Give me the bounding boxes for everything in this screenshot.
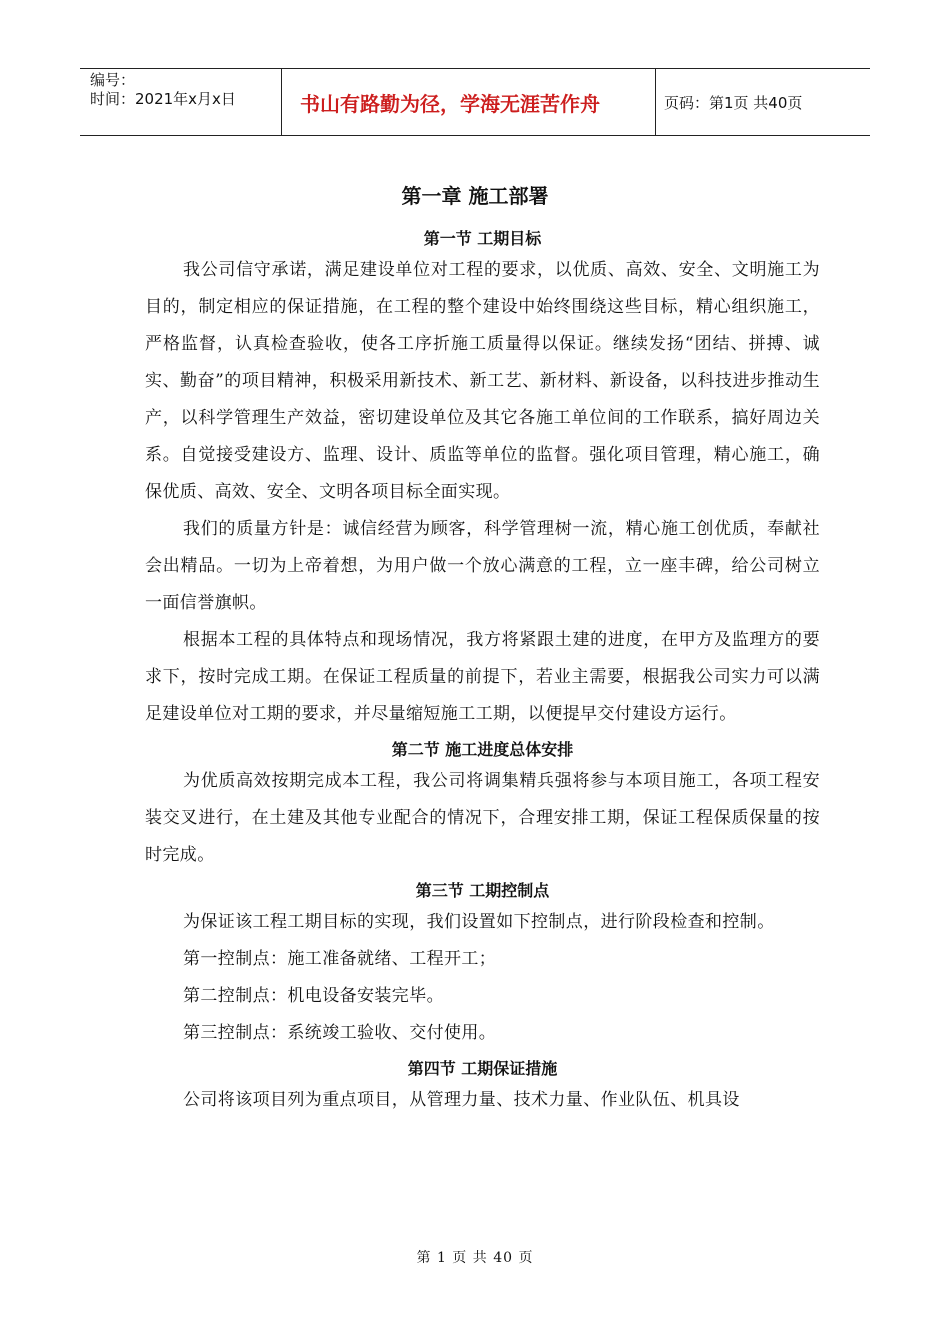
header-meta [80, 69, 282, 135]
chapter-title: 第一章 施工部署 [401, 184, 549, 208]
header-motto: 书山有路勤为径，学海无涯苦作舟 [282, 69, 656, 135]
paragraph: 为优质高效按期完成本工程，我公司将调集精兵强将参与本项目施工，各项工程安装交叉进行，在土建及其他专业配合的情况下，合理安排工期，保证工程保质保量的按时完成。 [145, 771, 820, 865]
page-footer: 第 1 页 共 40 页 [416, 1250, 534, 1266]
section-title: 第二节 施工进度总体安排 [391, 740, 574, 759]
paragraph: 我们的质量方针是：诚信经营为顾客，科学管理树一流，精心施工创优质，奉献社会出精品。一切为上帝着想，为用户做一个放心满意的工程，立一座丰碑，给公司树立一面信誉旗帜。 [145, 519, 820, 613]
section-title: 第四节 工期保证措施 [407, 1059, 558, 1078]
number-label: 编号： [90, 71, 136, 89]
time-label: 时间：2021年x月x日 [90, 90, 236, 108]
header-page-info: 页码：第1页 共40页 [664, 93, 803, 112]
paragraph: 根据本工程的具体特点和现场情况，我方将紧跟土建的进度，在甲方及监理方的要求下，按时完成工期。在保证工程质量的前提下，若业主需要，根据我公司实力可以满足建设单位对工期的要求，并尽量缩短施工工期，以便提早交付建设方运行。 [145, 630, 820, 724]
paragraph: 公司将该项目列为重点项目，从管理力量、技术力量、作业队伍、机具设 [183, 1090, 740, 1110]
section-title: 第三节 工期控制点 [415, 881, 550, 900]
document-body [145, 226, 820, 1119]
document-header [80, 68, 870, 136]
paragraph: 第一控制点：施工准备就绪、工程开工； [183, 949, 497, 969]
paragraph: 我公司信守承诺，满足建设单位对工程的要求，以优质、高效、安全、文明施工为目的，制定相应的保证措施，在工程的整个建设中始终围绕这些目标，精心组织施工，严格监督，认真检查验收，使各工序折施工质量得以保证。继续发扬“团结、拼搏、诚实、勤奋”的项目精神，积极采用新技术、新工艺、新材料、新设备，以科技进步推动生产，以科学管理生产效益，密切建设单位及其它各施工单位间的工作联系，搞好周边关系。自觉接受建设方、监理、设计、质监等单位的监督。强化项目管理，精心施工，确保优质、高效、安全、文明各项目标全面实现。 [145, 260, 820, 502]
paragraph: 第二控制点：机电设备安装完毕。 [183, 986, 444, 1006]
paragraph: 为保证该工程工期目标的实现，我们设置如下控制点，进行阶段检查和控制。 [183, 912, 775, 932]
paragraph: 第三控制点：系统竣工验收、交付使用。 [183, 1023, 497, 1043]
section-title: 第一节 工期目标 [423, 229, 542, 248]
